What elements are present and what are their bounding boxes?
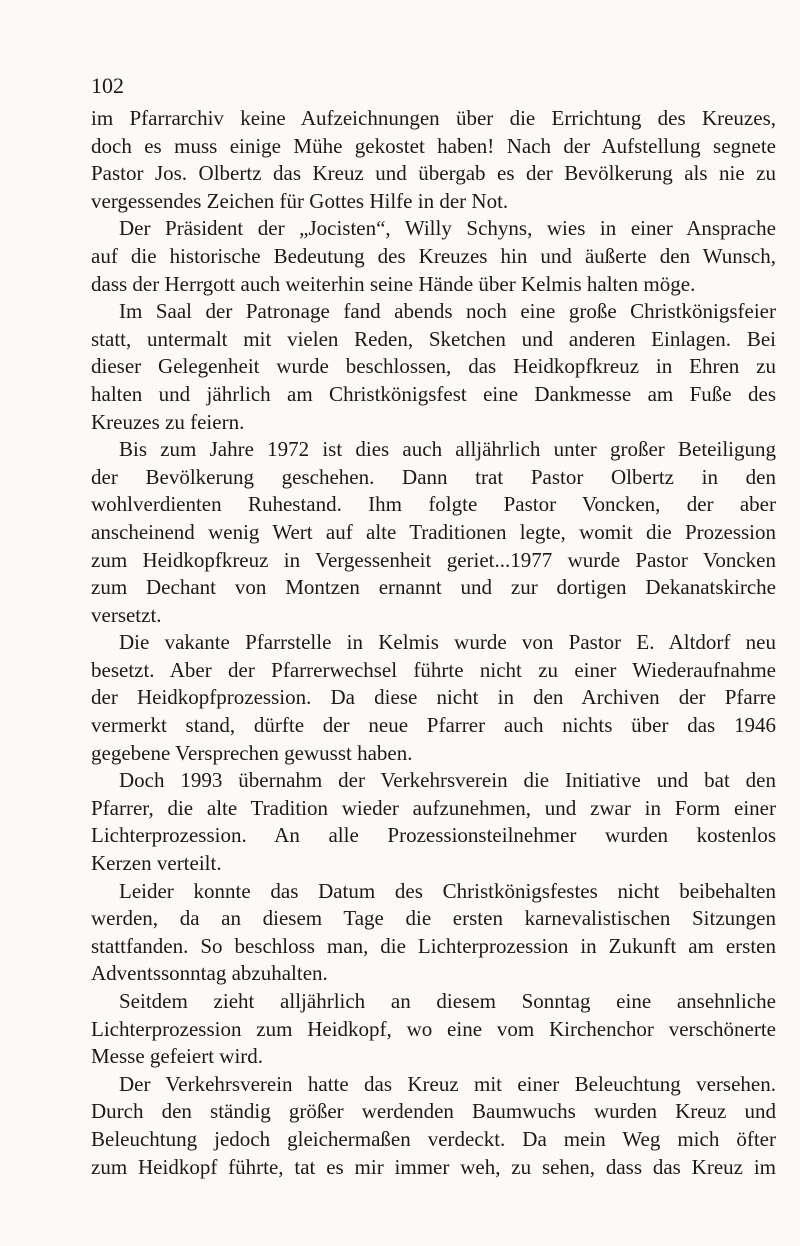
text-line: werden, da an diesem Tage die ersten karnevalistischen Sitzungen xyxy=(91,906,776,931)
text-line: Im Saal der Patronage fand abends noch eine große Christkönigsfeier xyxy=(119,299,776,324)
text-line: Der Präsident der „Jocisten“, Willy Schyns, wies in einer Ansprache xyxy=(119,216,776,241)
paragraph xyxy=(91,105,776,215)
text-line: Beleuchtung jedoch gleichermaßen verdeckt. Da mein Weg mich öfter xyxy=(91,1126,776,1151)
text-line: gegebene Versprechen gewusst haben. xyxy=(91,740,413,765)
text-line: statt, untermalt mit vielen Reden, Sketchen und anderen Einlagen. Bei xyxy=(91,326,776,351)
paragraph xyxy=(91,767,776,877)
text-line: anscheinend wenig Wert auf alte Traditionen legte, womit die Prozession xyxy=(91,519,776,544)
text-line: doch es muss einige Mühe gekostet haben! Nach der Aufstellung segnete xyxy=(91,133,776,158)
text-line: Kerzen verteilt. xyxy=(91,851,222,876)
text-line: versetzt. xyxy=(91,602,162,627)
text-line: Bis zum Jahre 1972 ist dies auch alljährlich unter großer Beteiligung xyxy=(119,437,776,462)
paragraph xyxy=(91,988,776,1071)
text-line: Kreuzes zu feiern. xyxy=(91,409,245,434)
text-line: stattfanden. So beschloss man, die Lichterprozession in Zukunft am ersten xyxy=(91,933,776,958)
text-line: Leider konnte das Datum des Christkönigsfestes nicht beibehalten xyxy=(119,878,776,903)
text-line: zum Heidkopf führte, tat es mir immer weh, zu sehen, dass das Kreuz im xyxy=(91,1154,776,1179)
text-line: Lichterprozession zum Heidkopf, wo eine vom Kirchenchor verschönerte xyxy=(91,1016,776,1041)
text-line: wohlverdienten Ruhestand. Ihm folgte Pastor Voncken, der aber xyxy=(91,492,776,517)
text-line: dass der Herrgott auch weiterhin seine Hände über Kelmis halten möge. xyxy=(91,271,696,296)
text-line: zum Dechant von Montzen ernannt und zur dortigen Dekanatskirche xyxy=(91,575,776,600)
text-line: im Pfarrarchiv keine Aufzeichnungen über die Errichtung des Kreuzes, xyxy=(91,106,776,130)
text-line: dieser Gelegenheit wurde beschlossen, das Heidkopfkreuz in Ehren zu xyxy=(91,354,776,379)
text-line: Der Verkehrsverein hatte das Kreuz mit einer Beleuchtung versehen. xyxy=(119,1071,776,1096)
paragraph xyxy=(91,215,776,298)
paragraph xyxy=(91,629,776,767)
text-line: besetzt. Aber der Pfarrerwechsel führte nicht zu einer Wiederaufnahme xyxy=(91,657,776,682)
text-line: Seitdem zieht alljährlich an diesem Sonntag eine ansehnliche xyxy=(119,989,776,1013)
text-line: zum Heidkopfkreuz in Vergessenheit geriet...1977 wurde Pastor Voncken xyxy=(91,547,776,572)
page-number: 102 xyxy=(91,73,124,98)
text-line: vergessendes Zeichen für Gottes Hilfe in der Not. xyxy=(91,188,509,213)
text-line: vermerkt stand, dürfte der neue Pfarrer auch nichts über das 1946 xyxy=(91,713,776,738)
body-text xyxy=(91,105,776,1181)
paragraph xyxy=(91,1071,776,1181)
text-line: Pastor Jos. Olbertz das Kreuz und übergab es der Bevölkerung als nie zu xyxy=(91,161,776,186)
paragraph xyxy=(91,298,776,436)
text-line: der Heidkopfprozession. Da diese nicht in den Archiven der Pfarre xyxy=(91,685,776,710)
text-line: Pfarrer, die alte Tradition wieder aufzunehmen, und zwar in Form einer xyxy=(91,795,776,820)
text-line: Lichterprozession. An alle Prozessionsteilnehmer wurden kostenlos xyxy=(91,823,776,848)
paragraph xyxy=(91,436,776,629)
text-line: halten und jährlich am Christkönigsfest eine Dankmesse am Fuße des xyxy=(91,381,776,406)
paragraph xyxy=(91,878,776,988)
text-line: Messe gefeiert wird. xyxy=(91,1044,264,1069)
text-line: Doch 1993 übernahm der Verkehrsverein die Initiative und bat den xyxy=(119,768,776,793)
text-line: der Bevölkerung geschehen. Dann trat Pastor Olbertz in den xyxy=(91,464,776,489)
text-line: Die vakante Pfarrstelle in Kelmis wurde von Pastor E. Altdorf neu xyxy=(119,630,776,655)
text-line: Durch den ständig größer werdenden Baumwuchs wurden Kreuz und xyxy=(91,1099,776,1124)
text-line: auf die historische Bedeutung des Kreuzes hin und äußerte den Wunsch, xyxy=(91,243,776,268)
text-line: Adventssonntag abzuhalten. xyxy=(91,961,328,986)
